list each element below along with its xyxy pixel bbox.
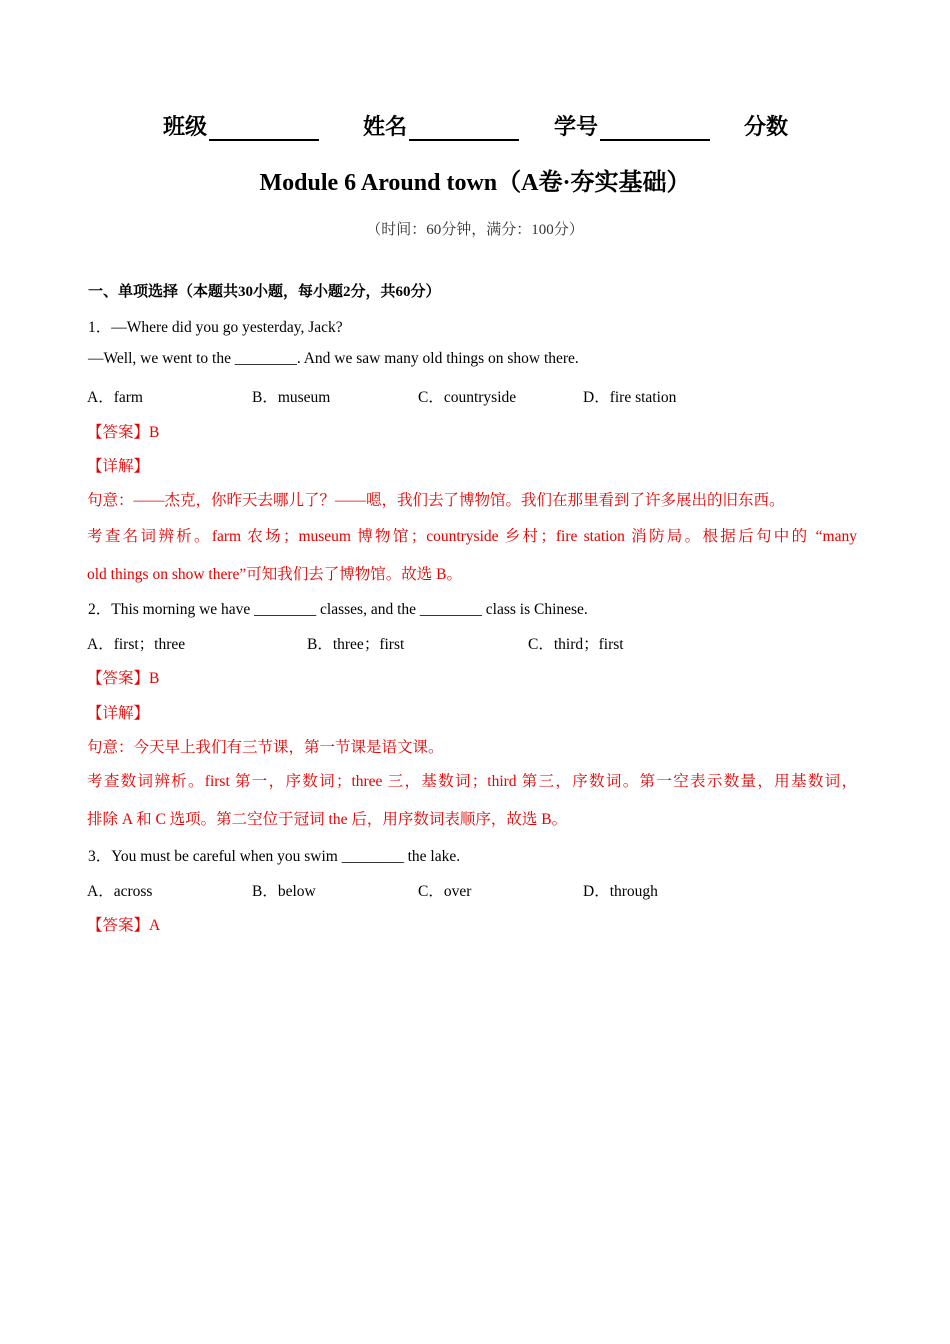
answer-label: 【答案】 bbox=[87, 670, 150, 687]
question-3-option-a[interactable]: A．across bbox=[87, 883, 153, 900]
exam-info: （时间：60分钟，满分：100分） bbox=[366, 222, 584, 238]
student-id-blank[interactable] bbox=[600, 113, 710, 141]
question-3-stem: 3．You must be careful when you swim ________ the lake. bbox=[88, 848, 461, 865]
question-1-detail-label: 【详解】 bbox=[87, 458, 150, 475]
question-1-option-a[interactable]: A．farm bbox=[87, 389, 143, 406]
question-3-answer bbox=[87, 913, 160, 935]
page-title: Module 6 Around town（A卷·夯实基础） bbox=[259, 170, 691, 196]
question-3-option-b[interactable]: B．below bbox=[252, 883, 316, 900]
question-1-option-b[interactable]: B．museum bbox=[252, 389, 331, 406]
student-id-field bbox=[554, 110, 710, 141]
class-field bbox=[163, 110, 319, 141]
name-field bbox=[363, 110, 519, 141]
question-1-answer bbox=[87, 420, 159, 442]
question-2-option-a[interactable]: A．first；three bbox=[87, 636, 186, 653]
name-label: 姓名 bbox=[363, 115, 408, 140]
class-label: 班级 bbox=[163, 115, 208, 140]
answer-value: B bbox=[149, 670, 160, 687]
question-2-option-b[interactable]: B．three；first bbox=[307, 636, 405, 653]
question-2-stem: 2．This morning we have ________ classes, and the ________ class is Chinese. bbox=[88, 601, 588, 618]
question-2-explanation-line-1: 句意：今天早上我们有三节课，第一节课是语文课。 bbox=[87, 739, 444, 756]
name-blank[interactable] bbox=[409, 113, 519, 141]
question-1-explanation-line-3: old things on show there”可知我们去了博物馆。故选 B。 bbox=[87, 566, 462, 583]
question-2-explanation-line-3: 排除 A 和 C 选项。第二空位于冠词 the 后，用序数词表顺序，故选 B。 bbox=[87, 811, 568, 828]
answer-label: 【答案】 bbox=[87, 424, 150, 441]
question-2-answer bbox=[87, 666, 159, 688]
question-1-stem-line-2: —Well, we went to the ________. And we saw many old things on show there. bbox=[88, 350, 579, 367]
question-1-option-c[interactable]: C．countryside bbox=[418, 389, 517, 406]
student-id-label: 学号 bbox=[554, 115, 599, 140]
score-field bbox=[744, 110, 788, 141]
question-1-option-d[interactable]: D．fire station bbox=[583, 389, 677, 406]
question-2-option-c[interactable]: C．third；first bbox=[528, 636, 624, 653]
answer-value: B bbox=[149, 424, 160, 441]
class-blank[interactable] bbox=[209, 113, 319, 141]
question-1-explanation-line-1: 句意：——杰克，你昨天去哪儿了？——嗯，我们去了博物馆。我们在那里看到了许多展出的旧东西。 bbox=[87, 492, 785, 509]
answer-label: 【答案】 bbox=[87, 917, 150, 934]
question-1-stem-line-1: 1．—Where did you go yesterday, Jack? bbox=[88, 319, 343, 336]
question-1-explanation-line-2: 考查名词辨析。farm 农场；museum 博物馆；countryside 乡村；fire station 消防局。根据后句中的 “many bbox=[87, 528, 857, 545]
section-heading: 一、单项选择（本题共30小题，每小题2分，共60分） bbox=[88, 284, 441, 300]
score-label: 分数 bbox=[744, 115, 789, 140]
answer-value: A bbox=[149, 917, 161, 934]
question-3-option-d[interactable]: D．through bbox=[583, 883, 658, 900]
question-2-detail-label: 【详解】 bbox=[87, 705, 150, 722]
question-3-option-c[interactable]: C．over bbox=[418, 883, 472, 900]
question-2-explanation-line-2: 考查数词辨析。first 第一，序数词；three 三，基数词；third 第三，序数词。第一空表示数量，用基数词， bbox=[87, 773, 857, 790]
